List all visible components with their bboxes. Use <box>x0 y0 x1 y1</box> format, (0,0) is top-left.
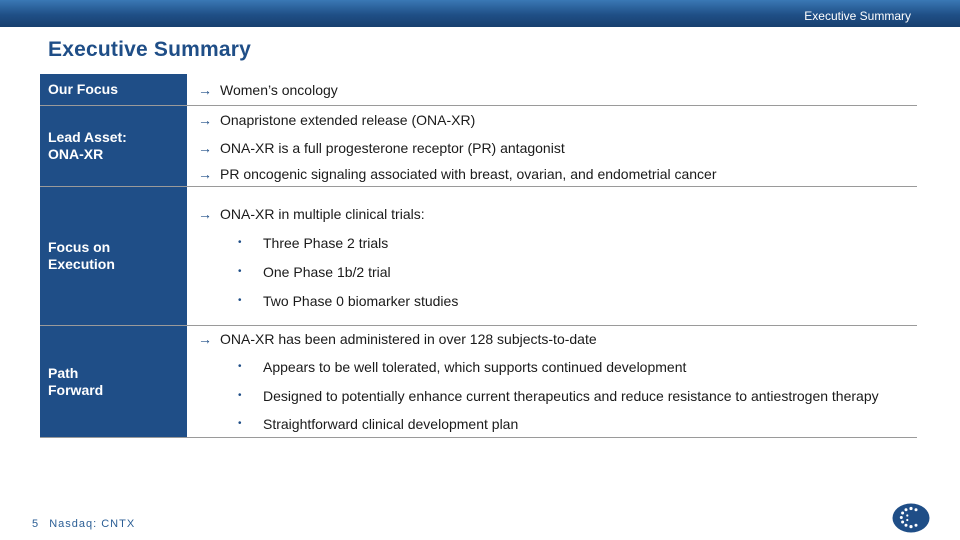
list-item <box>195 228 917 257</box>
arrow-icon: → <box>198 205 212 222</box>
row-heading: Path Forward <box>40 326 187 437</box>
bullet-icon: • <box>238 266 242 277</box>
row-focus-on-execution <box>40 187 917 326</box>
row-body <box>187 74 917 105</box>
list-item <box>195 326 917 352</box>
item-text: Designed to potentially enhance current therapeutics and reduce resistance to antiestrogen therapy <box>263 387 879 404</box>
item-text: Two Phase 0 biomarker studies <box>263 292 459 309</box>
row-heading: Lead Asset: ONA-XR <box>40 106 187 186</box>
arrow-icon: → <box>198 81 212 98</box>
list-item <box>195 381 917 410</box>
list-item <box>195 257 917 286</box>
list-item <box>195 352 917 381</box>
item-text: Three Phase 2 trials <box>263 234 389 251</box>
row-body <box>187 106 917 186</box>
item-text: PR oncogenic signaling associated with breast, ovarian, and endometrial cancer <box>220 166 717 182</box>
company-logo-icon <box>892 503 930 533</box>
item-text: ONA-XR in multiple clinical trials: <box>220 205 425 222</box>
arrow-icon: → <box>198 111 212 128</box>
list-item <box>195 199 917 228</box>
list-item <box>195 162 917 186</box>
row-body <box>187 326 917 437</box>
item-text: Appears to be well tolerated, which supports continued development <box>263 358 687 375</box>
page-number: 5 <box>32 518 40 530</box>
bullet-icon: • <box>238 418 242 429</box>
item-text: ONA-XR has been administered in over 128 subjects-to-date <box>220 331 597 347</box>
page-title: Executive Summary <box>48 38 252 61</box>
header-bar <box>0 0 960 27</box>
item-text: Straightforward clinical development plan <box>263 415 519 432</box>
arrow-icon: → <box>198 139 212 156</box>
summary-table <box>40 74 917 438</box>
bullet-icon: • <box>238 390 242 401</box>
row-lead-asset <box>40 106 917 187</box>
list-item <box>195 410 917 437</box>
bullet-icon: • <box>238 295 242 306</box>
row-heading: Our Focus <box>40 74 187 105</box>
row-our-focus <box>40 74 917 106</box>
bullet-icon: • <box>238 237 242 248</box>
exchange-ticker: Nasdaq: CNTX <box>49 518 136 530</box>
row-body <box>187 187 917 325</box>
row-path-forward <box>40 326 917 438</box>
list-item <box>195 74 917 105</box>
item-text: One Phase 1b/2 trial <box>263 263 391 280</box>
arrow-icon: → <box>198 166 212 182</box>
item-text: ONA-XR is a full progesterone receptor (PR) antagonist <box>220 139 565 156</box>
row-heading: Focus on Execution <box>40 187 187 325</box>
footer <box>32 518 141 530</box>
list-item <box>195 106 917 133</box>
bullet-icon: • <box>238 361 242 372</box>
item-text: Women’s oncology <box>220 81 338 98</box>
list-item <box>195 133 917 162</box>
item-text: Onapristone extended release (ONA-XR) <box>220 111 476 128</box>
list-item <box>195 286 917 315</box>
arrow-icon: → <box>198 331 212 347</box>
section-label: Executive Summary <box>804 9 911 23</box>
